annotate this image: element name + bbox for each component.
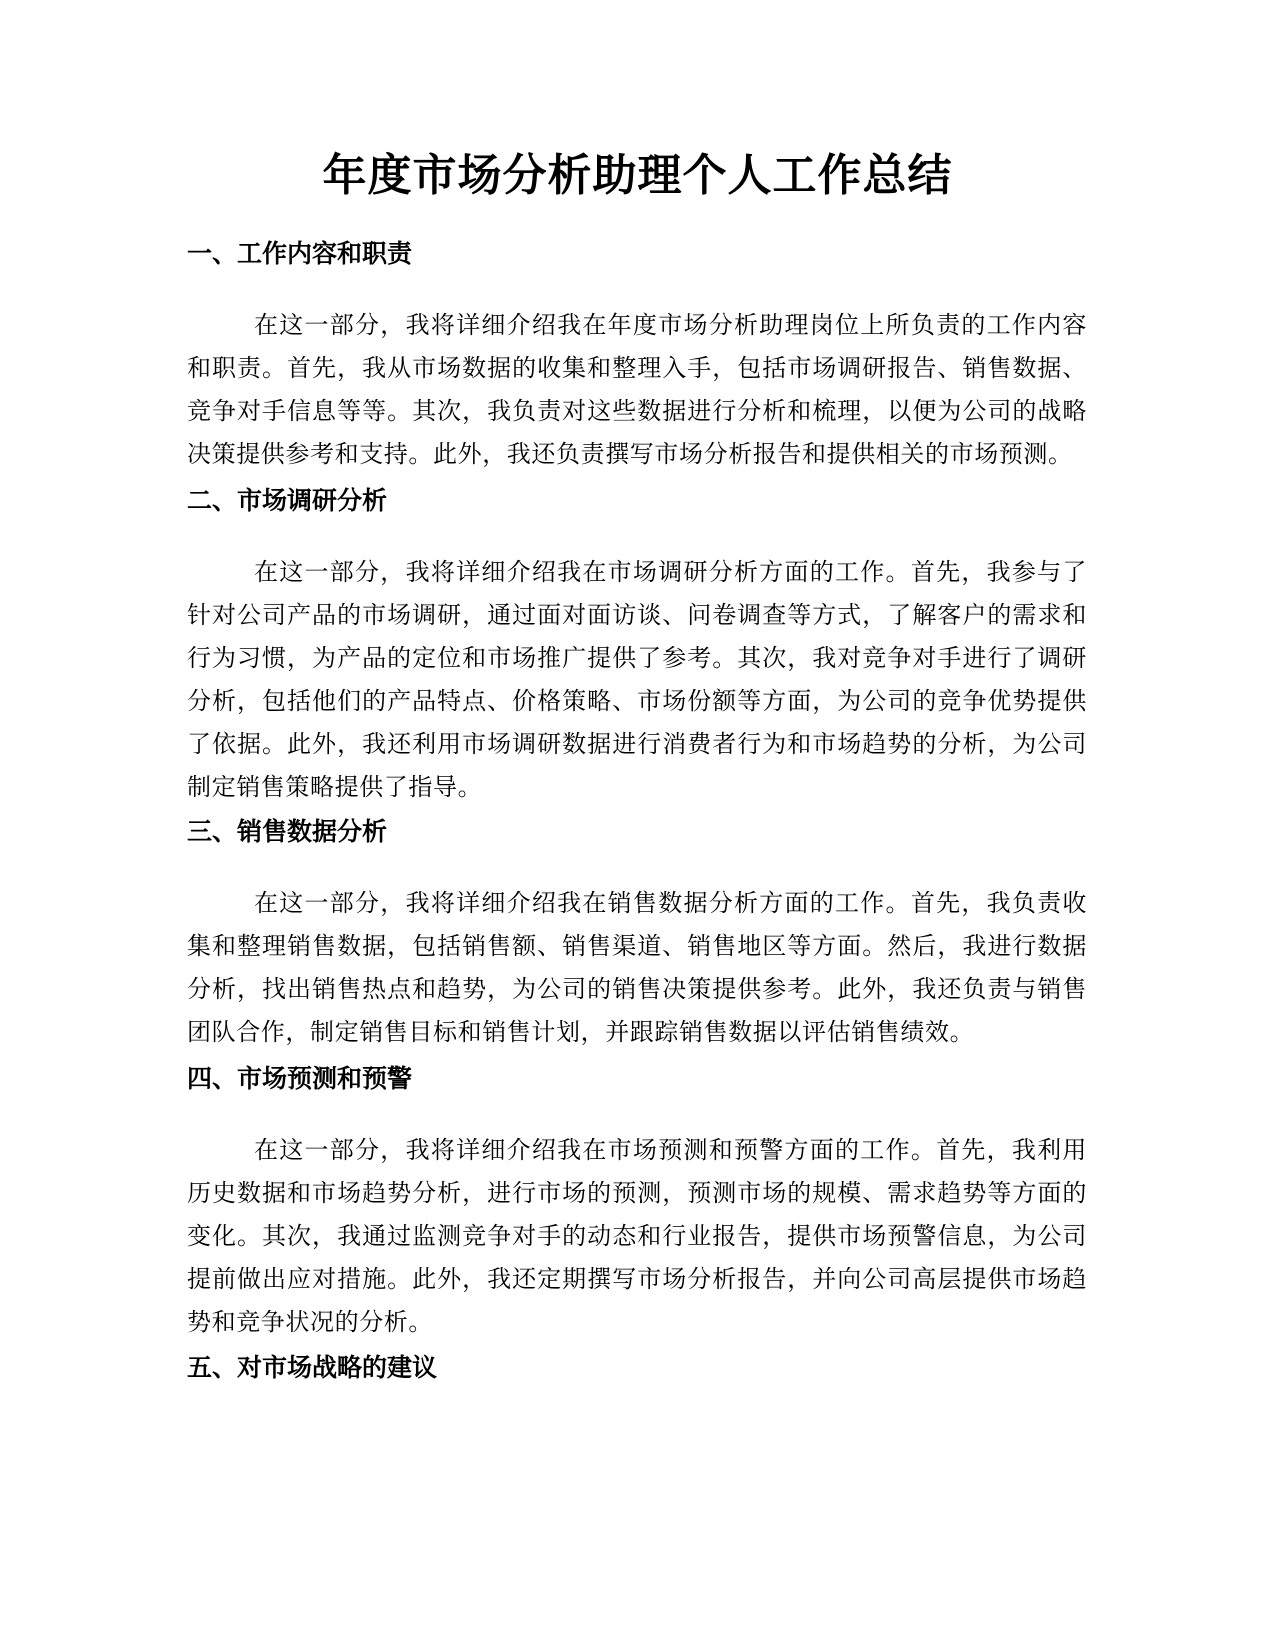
section-heading: 四、市场预测和预警 — [187, 1064, 413, 1093]
section-heading: 一、工作内容和职责 — [187, 239, 413, 268]
section-paragraph: 在这一部分，我将详细介绍我在市场调研分析方面的工作。首先，我参与了针对公司产品的市场调研，通过面对面访谈、问卷调查等方式，了解客户的需求和行为习惯，为产品的定位和市场推广提供了参考。其次，我对竞争对手进行了调研分析，包括他们的产品特点、价格策略、市场份额等方面，为公司的竞争优势提供了依据。此外，我还利用市场调研数据进行消费者行为和市场趋势的分析，为公司制定销售策略提供了指导。 — [187, 558, 1087, 801]
section-market-research — [187, 481, 1087, 809]
document-title: 年度市场分析助理个人工作总结 — [322, 150, 953, 201]
section-market-forecast — [187, 1059, 1087, 1344]
section-heading: 五、对市场战略的建议 — [187, 1353, 438, 1382]
section-paragraph: 在这一部分，我将详细介绍我在市场预测和预警方面的工作。首先，我利用历史数据和市场趋势分析，进行市场的预测，预测市场的规模、需求趋势等方面的变化。其次，我通过监测竞争对手的动态和行业报告，提供市场预警信息，为公司提前做出应对措施。此外，我还定期撰写市场分析报告，并向公司高层提供市场趋势和竞争状况的分析。 — [187, 1136, 1087, 1336]
section-heading: 二、市场调研分析 — [187, 486, 388, 515]
section-paragraph: 在这一部分，我将详细介绍我在销售数据分析方面的工作。首先，我负责收集和整理销售数据，包括销售额、销售渠道、销售地区等方面。然后，我进行数据分析，找出销售热点和趋势，为公司的销售决策提供参考。此外，我还负责与销售团队合作，制定销售目标和销售计划，并跟踪销售数据以评估销售绩效。 — [187, 889, 1087, 1046]
section-sales-analysis — [187, 812, 1087, 1054]
section-paragraph: 在这一部分，我将详细介绍我在年度市场分析助理岗位上所负责的工作内容和职责。首先，我从市场数据的收集和整理入手，包括市场调研报告、销售数据、竞争对手信息等等。其次，我负责对这些数据进行分析和梳理，以便为公司的战略决策提供参考和支持。此外，我还负责撰写市场分析报告和提供相关的市场预测。 — [187, 311, 1087, 468]
section-strategy-suggestions — [187, 1348, 1087, 1388]
section-work-duties — [187, 234, 1087, 476]
section-heading: 三、销售数据分析 — [187, 817, 388, 846]
